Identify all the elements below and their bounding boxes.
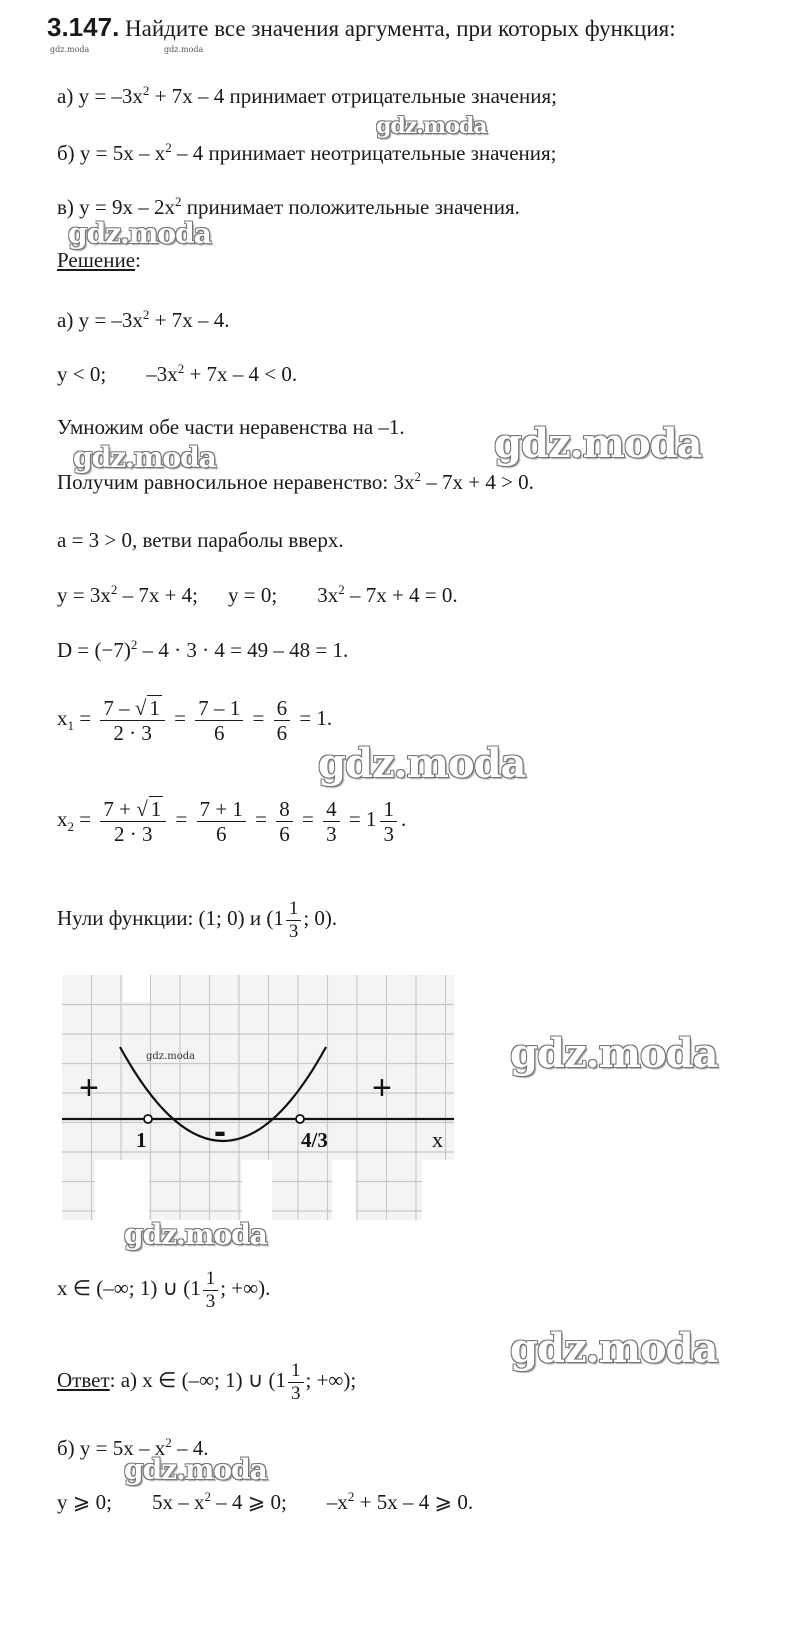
problem-title	[47, 14, 676, 40]
task-a: а) $y = -3x^2 + 7x - 4$ принимает отрицательные значения;	[57, 83, 557, 108]
branches-note: a = 3 > 0, ветви параболы вверх.	[57, 528, 344, 552]
watermark: gdz.moda	[68, 217, 211, 250]
task-v: в) $y = 9x - 2x^2$ принимает положительные значения.	[57, 194, 520, 219]
watermark: gdz.moda	[124, 1218, 267, 1251]
multiply-note: Умножим обе части неравенства на –1.	[57, 415, 405, 439]
watermark: gdz.moda	[318, 740, 526, 787]
minus-sign: -	[214, 1110, 226, 1151]
x2-mixed-fraction: $\frac{1}{3}$	[380, 797, 397, 846]
root-point-4-3	[296, 1115, 304, 1123]
watermark: gdz.moda	[494, 420, 702, 467]
graph-watermark: gdz.moda	[146, 1051, 196, 1062]
root-label-1: 1	[136, 1128, 147, 1152]
parabola-graph	[62, 975, 454, 1220]
inequality-b: y ⩾ 0; $5x - x^2 - 4$ ⩾ 0; $-x^2 + 5x - 4$ ⩾ 0.	[57, 1489, 474, 1514]
watermark: gdz.moda	[510, 1325, 718, 1372]
plus-sign-right: +	[372, 1069, 392, 1107]
equivalent-inequality: Получим равносильное неравенство: $3x^2 - 7x + 4 > 0$.	[57, 469, 534, 494]
watermark: gdz.moda	[376, 113, 487, 139]
plus-sign-left: +	[79, 1069, 99, 1107]
watermark: gdz.moda	[73, 441, 216, 474]
watermark: gdz.moda	[510, 1030, 718, 1077]
problem-number: 3.147.	[47, 12, 120, 42]
x1-fraction-2: $\frac{7 - 1}{6}$	[195, 696, 243, 745]
x2-fraction-4: $\frac{4}{3}$	[323, 797, 340, 846]
answer-a: Ответ: а) x ∈ (–∞; 1) ∪ (1 $\frac{1}{3}$ ; +∞);	[57, 1360, 357, 1404]
x1-fraction-3: $\frac{6}{6}$	[274, 696, 291, 745]
equation-line: $y = 3x^2 - 7x + 4$; y = 0; $3x^2 - 7x + 4 = 0$.	[57, 582, 458, 607]
inequality-a: y < 0; $-3x^2 + 7x - 4 < 0$.	[57, 361, 298, 386]
root-point-1	[144, 1115, 152, 1123]
watermark-tiny: gdz.moda	[50, 45, 90, 54]
function-a: а) $y = -3x^2 + 7x - 4$.	[57, 307, 230, 332]
root-x2: $x_2$ = $\frac{7 + √ 1}{2 \cdot 3}$ = $\frac{7 + 1}{6}$ = $\frac{8}{6}$ = $\frac{4}{3}$ = 1 $\frac{1}{3}$ .	[57, 796, 407, 847]
root-x1: $x_1$ = $\frac{7 - √ 1}{2 \cdot 3}$ = $\frac{7 - 1}{6}$ = $\frac{6}{6}$ = 1.	[57, 695, 333, 746]
x2-fraction-3: $\frac{8}{6}$	[276, 797, 293, 846]
watermark: gdz.moda	[124, 1453, 267, 1486]
x2-fraction-1: $\frac{7 + √ 1}{2 \cdot 3}$	[100, 796, 166, 846]
root-label-4-3: 4/3	[301, 1128, 328, 1152]
discriminant: $D = (-7)^2 - 4 \cdot 3 \cdot 4 = 49 - 48 = 1$.	[57, 637, 349, 662]
function-b: б) $y = 5x - x^2 - 4$.	[57, 1435, 209, 1460]
watermark-tiny: gdz.moda	[164, 45, 204, 54]
task-b: б) $y = 5x - x^2 - 4$ принимает неотрицательные значения;	[57, 140, 557, 165]
x2-fraction-2: $\frac{7 + 1}{6}$	[197, 797, 246, 846]
x-axis-label: x	[432, 1127, 443, 1152]
x1-fraction-1: $\frac{7 - √ 1}{2 \cdot 3}$	[100, 695, 165, 745]
function-zeros: Нули функции: (1; 0) и (1 $\frac{1}{3}$ ; 0).	[57, 898, 338, 942]
solution-set: x ∈ (–∞; 1) ∪ (1 $\frac{1}{3}$ ; +∞).	[57, 1268, 271, 1312]
solution-heading: Решение:	[57, 248, 141, 272]
problem-statement: Найдите все значения аргумента, при которых функция:	[125, 16, 676, 41]
